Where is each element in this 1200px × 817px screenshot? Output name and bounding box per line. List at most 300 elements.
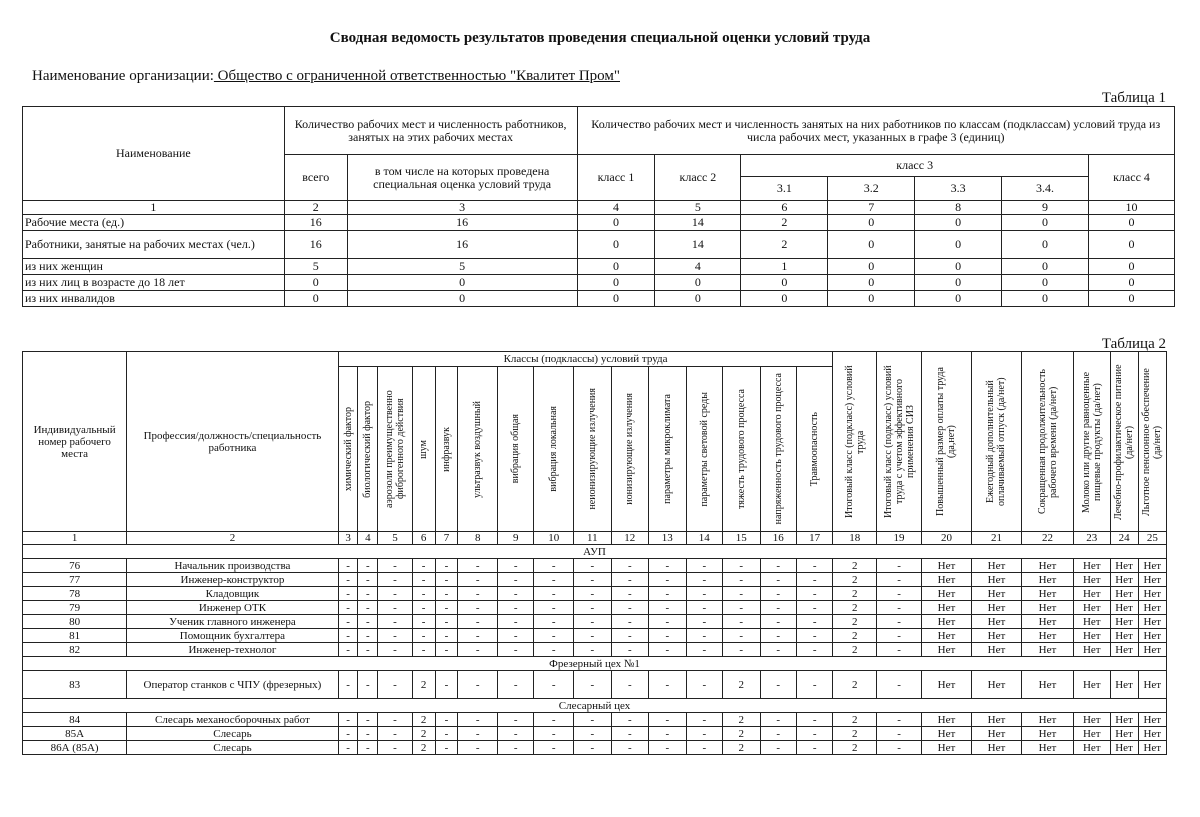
cell-value: 2 xyxy=(723,671,761,699)
cell-value: Нет xyxy=(921,727,971,741)
cell-value: 2 xyxy=(833,727,877,741)
cell-value: Нет xyxy=(921,741,971,755)
table-row xyxy=(23,587,1167,601)
cell-value: - xyxy=(611,601,649,615)
cell-value: - xyxy=(338,587,358,601)
col-number: 17 xyxy=(796,532,832,545)
col-header-factor xyxy=(796,367,832,532)
col-number: 9 xyxy=(1002,201,1089,215)
col-number: 13 xyxy=(649,532,687,545)
cell-value: - xyxy=(649,573,687,587)
col-header-class3: класс 3 xyxy=(741,155,1089,177)
col-number: 5 xyxy=(378,532,412,545)
col-header-extra xyxy=(877,352,922,532)
cell-value: - xyxy=(723,573,761,587)
col-header-factor xyxy=(649,367,687,532)
cell-value: Нет xyxy=(971,727,1021,741)
col-number: 24 xyxy=(1110,532,1138,545)
cell-value: - xyxy=(877,629,922,643)
col-header-extra-label: Льготное пенсионное обеспечение (да/нет) xyxy=(1141,367,1164,516)
cell-value: 0 xyxy=(577,259,655,275)
col-number: 3 xyxy=(338,532,358,545)
cell-value: Нет xyxy=(1110,713,1138,727)
cell-value: - xyxy=(534,587,574,601)
profession-name: Инженер ОТК xyxy=(127,601,339,615)
cell-value: Нет xyxy=(1138,573,1166,587)
cell-value: Нет xyxy=(1110,615,1138,629)
col-header-profession: Профессия/должность/специальность работника xyxy=(127,352,339,532)
cell-value: - xyxy=(435,671,458,699)
cell-value: - xyxy=(611,741,649,755)
cell-value: - xyxy=(458,559,498,573)
cell-value: Нет xyxy=(1021,741,1073,755)
cell-value: - xyxy=(498,671,534,699)
col-header-extra xyxy=(833,352,877,532)
cell-value: - xyxy=(534,601,574,615)
cell-value: - xyxy=(358,713,378,727)
cell-value: 2 xyxy=(833,643,877,657)
cell-value: 0 xyxy=(577,275,655,291)
cell-value: - xyxy=(412,629,435,643)
cell-value: - xyxy=(412,643,435,657)
table-row xyxy=(23,231,1175,259)
cell-value: Нет xyxy=(1138,741,1166,755)
col-header-factor xyxy=(498,367,534,532)
workplace-id: 78 xyxy=(23,587,127,601)
col-number: 23 xyxy=(1074,532,1110,545)
col-number: 14 xyxy=(686,532,722,545)
cell-value: - xyxy=(338,629,358,643)
cell-value: 2 xyxy=(412,727,435,741)
col-header-extra-label: Молоко или другие равноценные пищевые продукты (да/нет) xyxy=(1080,370,1103,513)
cell-value: Нет xyxy=(921,671,971,699)
col-header-factor xyxy=(723,367,761,532)
cell-value: Нет xyxy=(1074,587,1110,601)
workplace-id: 81 xyxy=(23,629,127,643)
cell-value: - xyxy=(498,713,534,727)
profession-name: Слесарь xyxy=(127,741,339,755)
cell-value: 0 xyxy=(347,275,577,291)
org-label: Наименование организации: xyxy=(32,68,214,84)
assessment-table xyxy=(22,351,1167,755)
cell-value: - xyxy=(458,573,498,587)
table-row xyxy=(23,291,1175,307)
cell-value: - xyxy=(611,643,649,657)
cell-value: - xyxy=(378,671,412,699)
cell-value: Нет xyxy=(1110,629,1138,643)
cell-value: - xyxy=(760,727,796,741)
col-header-name: Наименование xyxy=(23,107,285,201)
col-header-assessed: в том числе на которых проведена специальная оценка условий труда xyxy=(347,155,577,201)
col-number: 21 xyxy=(971,532,1021,545)
cell-value: - xyxy=(338,643,358,657)
cell-value: - xyxy=(649,559,687,573)
cell-value: Нет xyxy=(1110,727,1138,741)
col-number: 5 xyxy=(655,201,741,215)
col-header-extra-label: Ежегодный дополнительный оплачиваемый отпуск (да/нет) xyxy=(985,377,1008,506)
cell-value: - xyxy=(611,559,649,573)
cell-value: - xyxy=(412,573,435,587)
cell-value: 2 xyxy=(412,741,435,755)
cell-value: 0 xyxy=(828,291,915,307)
cell-value: - xyxy=(435,741,458,755)
cell-value: Нет xyxy=(921,573,971,587)
cell-value: - xyxy=(534,559,574,573)
cell-value: - xyxy=(796,559,832,573)
col-header-factor xyxy=(574,367,612,532)
table-row xyxy=(23,713,1167,727)
cell-value: - xyxy=(574,587,612,601)
col-header-3-3: 3.3 xyxy=(915,177,1002,201)
cell-value: Нет xyxy=(1138,643,1166,657)
org-name: Общество с ограниченной ответственностью "Квалитет Пром" xyxy=(213,68,620,84)
cell-value: - xyxy=(458,727,498,741)
table-row xyxy=(23,275,1175,291)
cell-value: 0 xyxy=(828,215,915,231)
col-header-factor-label: вибрация локальная xyxy=(548,406,560,492)
cell-value: 5 xyxy=(284,259,347,275)
cell-value: Нет xyxy=(1110,559,1138,573)
cell-value: - xyxy=(574,601,612,615)
col-header-extra-label: Итоговый класс (подкласс) условий труда с учетом эффективного применения СИЗ xyxy=(882,365,916,518)
cell-value: Нет xyxy=(1074,671,1110,699)
col-number: 15 xyxy=(723,532,761,545)
section-row xyxy=(23,545,1167,559)
cell-value: - xyxy=(498,727,534,741)
cell-value: Нет xyxy=(1138,615,1166,629)
col-header-factor-label: аэрозоли преимущественно фиброгенного действия xyxy=(383,390,406,508)
cell-value: 0 xyxy=(1002,259,1089,275)
table-row xyxy=(23,643,1167,657)
cell-value: Нет xyxy=(971,741,1021,755)
cell-value: - xyxy=(723,615,761,629)
cell-value: - xyxy=(458,671,498,699)
cell-value: - xyxy=(760,559,796,573)
cell-value: Нет xyxy=(971,629,1021,643)
cell-value: - xyxy=(686,629,722,643)
col-header-3-4: 3.4. xyxy=(1002,177,1089,201)
cell-value: Нет xyxy=(1021,573,1073,587)
row-label: из них лиц в возрасте до 18 лет xyxy=(23,275,285,291)
cell-value: - xyxy=(649,643,687,657)
cell-value: - xyxy=(458,643,498,657)
profession-name: Слесарь механосборочных работ xyxy=(127,713,339,727)
cell-value: Нет xyxy=(971,713,1021,727)
table-row xyxy=(23,671,1167,699)
table-row xyxy=(23,259,1175,275)
cell-value: - xyxy=(378,559,412,573)
cell-value: Нет xyxy=(1021,643,1073,657)
cell-value: - xyxy=(498,587,534,601)
cell-value: - xyxy=(649,615,687,629)
workplace-id: 86А (85А) xyxy=(23,741,127,755)
cell-value: - xyxy=(723,643,761,657)
cell-value: - xyxy=(723,601,761,615)
col-number: 8 xyxy=(458,532,498,545)
col-header-extra xyxy=(1021,352,1073,532)
cell-value: - xyxy=(760,587,796,601)
workplace-id: 83 xyxy=(23,671,127,699)
cell-value: - xyxy=(534,671,574,699)
workplace-id: 80 xyxy=(23,615,127,629)
cell-value: - xyxy=(574,629,612,643)
col-header-extra xyxy=(921,352,971,532)
col-header-factor-label: напряженность трудового процесса xyxy=(772,373,784,525)
cell-value: - xyxy=(435,573,458,587)
cell-value: - xyxy=(877,559,922,573)
cell-value: - xyxy=(723,629,761,643)
section-row xyxy=(23,699,1167,713)
cell-value: - xyxy=(358,615,378,629)
cell-value: 0 xyxy=(915,259,1002,275)
cell-value: - xyxy=(649,671,687,699)
cell-value: Нет xyxy=(1074,559,1110,573)
cell-value: - xyxy=(338,615,358,629)
cell-value: - xyxy=(649,713,687,727)
cell-value: - xyxy=(760,601,796,615)
cell-value: Нет xyxy=(921,713,971,727)
cell-value: 0 xyxy=(828,259,915,275)
workplace-id: 84 xyxy=(23,713,127,727)
cell-value: - xyxy=(458,741,498,755)
cell-value: Нет xyxy=(1110,573,1138,587)
cell-value: 0 xyxy=(577,215,655,231)
col-header-factor xyxy=(760,367,796,532)
cell-value: Нет xyxy=(1021,713,1073,727)
col-header-factor xyxy=(458,367,498,532)
cell-value: - xyxy=(574,615,612,629)
cell-value: Нет xyxy=(1074,713,1110,727)
cell-value: - xyxy=(338,601,358,615)
cell-value: - xyxy=(611,671,649,699)
cell-value: - xyxy=(649,741,687,755)
cell-value: Нет xyxy=(1110,741,1138,755)
document-title: Сводная ведомость результатов проведения специальной оценки условий труда xyxy=(329,30,871,46)
cell-value: 0 xyxy=(284,275,347,291)
cell-value: Нет xyxy=(1138,587,1166,601)
cell-value: - xyxy=(338,671,358,699)
cell-value: - xyxy=(338,741,358,755)
cell-value: 2 xyxy=(723,713,761,727)
cell-value: 2 xyxy=(833,713,877,727)
col-header-factor-label: вибрация общая xyxy=(510,414,522,484)
cell-value: - xyxy=(498,643,534,657)
cell-value: - xyxy=(611,615,649,629)
col-number: 12 xyxy=(611,532,649,545)
cell-value: - xyxy=(686,615,722,629)
row-label: Рабочие места (ед.) xyxy=(23,215,285,231)
cell-value: Нет xyxy=(1110,671,1138,699)
table-row xyxy=(23,573,1167,587)
cell-value: - xyxy=(686,643,722,657)
cell-value: - xyxy=(412,615,435,629)
cell-value: Нет xyxy=(1074,629,1110,643)
cell-value: - xyxy=(498,601,534,615)
cell-value: - xyxy=(534,615,574,629)
cell-value: 16 xyxy=(347,231,577,259)
col-header-factor xyxy=(611,367,649,532)
cell-value: - xyxy=(435,615,458,629)
cell-value: Нет xyxy=(921,587,971,601)
cell-value: Нет xyxy=(1138,559,1166,573)
col-header-extra xyxy=(1138,352,1166,532)
cell-value: 16 xyxy=(284,215,347,231)
col-number: 8 xyxy=(915,201,1002,215)
cell-value: - xyxy=(435,727,458,741)
cell-value: - xyxy=(338,713,358,727)
cell-value: - xyxy=(796,601,832,615)
cell-value: Нет xyxy=(1138,629,1166,643)
col-number: 4 xyxy=(577,201,655,215)
organization-line xyxy=(32,68,620,85)
col-header-factor-label: химический фактор xyxy=(342,406,354,492)
cell-value: - xyxy=(649,601,687,615)
cell-value: - xyxy=(796,727,832,741)
cell-value: Нет xyxy=(1138,713,1166,727)
col-header-extra-label: Повышенный размер оплаты труда (да,нет) xyxy=(935,367,958,516)
cell-value: - xyxy=(877,601,922,615)
cell-value: 0 xyxy=(915,215,1002,231)
cell-value: - xyxy=(358,573,378,587)
col-number: 20 xyxy=(921,532,971,545)
cell-value: - xyxy=(358,601,378,615)
workplace-id: 76 xyxy=(23,559,127,573)
col-number: 3 xyxy=(347,201,577,215)
profession-name: Начальник производства xyxy=(127,559,339,573)
cell-value: - xyxy=(723,587,761,601)
cell-value: - xyxy=(574,713,612,727)
cell-value: 2 xyxy=(412,671,435,699)
section-name: АУП xyxy=(23,545,1167,559)
cell-value: - xyxy=(458,601,498,615)
cell-value: - xyxy=(686,741,722,755)
cell-value: - xyxy=(877,741,922,755)
cell-value: 0 xyxy=(1002,291,1089,307)
profession-name: Кладовщик xyxy=(127,587,339,601)
cell-value: Нет xyxy=(1138,601,1166,615)
cell-value: - xyxy=(534,573,574,587)
col-header-factor-label: тяжесть трудового процесса xyxy=(735,389,747,509)
cell-value: - xyxy=(435,643,458,657)
cell-value: - xyxy=(534,713,574,727)
table-row xyxy=(23,741,1167,755)
cell-value: - xyxy=(574,671,612,699)
cell-value: - xyxy=(796,643,832,657)
cell-value: 2 xyxy=(833,671,877,699)
table-row xyxy=(23,727,1167,741)
cell-value: - xyxy=(686,573,722,587)
cell-value: Нет xyxy=(1138,727,1166,741)
cell-value: - xyxy=(435,713,458,727)
cell-value: - xyxy=(686,587,722,601)
cell-value: Нет xyxy=(921,643,971,657)
workplace-id: 85А xyxy=(23,727,127,741)
col-number: 7 xyxy=(435,532,458,545)
profession-name: Помощник бухгалтера xyxy=(127,629,339,643)
cell-value: Нет xyxy=(921,615,971,629)
cell-value: - xyxy=(338,573,358,587)
cell-value: Нет xyxy=(1074,727,1110,741)
cell-value: 0 xyxy=(577,231,655,259)
col-number: 4 xyxy=(358,532,378,545)
cell-value: - xyxy=(534,643,574,657)
cell-value: Нет xyxy=(921,601,971,615)
col-header-factor-label: биологический фактор xyxy=(362,400,374,498)
cell-value: - xyxy=(574,559,612,573)
col-header-factor xyxy=(534,367,574,532)
col-header-total: всего xyxy=(284,155,347,201)
cell-value: - xyxy=(358,559,378,573)
cell-value: - xyxy=(574,573,612,587)
cell-value: - xyxy=(649,587,687,601)
cell-value: - xyxy=(338,559,358,573)
col-header-extra-label: Лечебно-профилактическое питание (да/нет) xyxy=(1113,363,1136,520)
cell-value: 0 xyxy=(284,291,347,307)
cell-value: - xyxy=(723,559,761,573)
cell-value: - xyxy=(378,741,412,755)
cell-value: - xyxy=(877,671,922,699)
cell-value: - xyxy=(358,629,378,643)
col-header-factor-label: инфразвук xyxy=(440,426,452,472)
cell-value: 2 xyxy=(833,741,877,755)
cell-value: Нет xyxy=(1074,741,1110,755)
cell-value: - xyxy=(358,671,378,699)
cell-value: 0 xyxy=(915,291,1002,307)
cell-value: - xyxy=(686,713,722,727)
cell-value: - xyxy=(611,629,649,643)
cell-value: - xyxy=(877,615,922,629)
row-label: Работники, занятые на рабочих местах (чел.) xyxy=(23,231,285,259)
row-label: из них инвалидов xyxy=(23,291,285,307)
col-number: 6 xyxy=(412,532,435,545)
col-header-extra xyxy=(1074,352,1110,532)
cell-value: 0 xyxy=(1088,275,1174,291)
cell-value: - xyxy=(796,741,832,755)
table-row xyxy=(23,559,1167,573)
cell-value: - xyxy=(378,629,412,643)
cell-value: 2 xyxy=(833,601,877,615)
cell-value: 0 xyxy=(828,231,915,259)
table1-caption: Таблица 1 xyxy=(1101,90,1166,106)
workplace-id: 82 xyxy=(23,643,127,657)
col-number: 19 xyxy=(877,532,922,545)
cell-value: - xyxy=(877,727,922,741)
cell-value: - xyxy=(458,713,498,727)
cell-value: - xyxy=(378,601,412,615)
col-header-extra-label: Сокращенная продолжительность рабочего времени (да/нет) xyxy=(1036,369,1059,514)
summary-table xyxy=(22,106,1175,307)
cell-value: - xyxy=(412,587,435,601)
col-header-class1: класс 1 xyxy=(577,155,655,201)
cell-value: - xyxy=(611,573,649,587)
cell-value: Нет xyxy=(1021,629,1073,643)
cell-value: 2 xyxy=(833,573,877,587)
col-header-factor xyxy=(378,367,412,532)
cell-value: 2 xyxy=(741,231,828,259)
cell-value: - xyxy=(378,587,412,601)
cell-value: - xyxy=(796,615,832,629)
cell-value: - xyxy=(498,573,534,587)
col-number: 6 xyxy=(741,201,828,215)
col-number: 1 xyxy=(23,532,127,545)
cell-value: 0 xyxy=(655,275,741,291)
cell-value: 0 xyxy=(828,275,915,291)
cell-value: - xyxy=(760,573,796,587)
cell-value: 0 xyxy=(1088,231,1174,259)
cell-value: - xyxy=(378,573,412,587)
cell-value: - xyxy=(358,741,378,755)
cell-value: - xyxy=(760,615,796,629)
